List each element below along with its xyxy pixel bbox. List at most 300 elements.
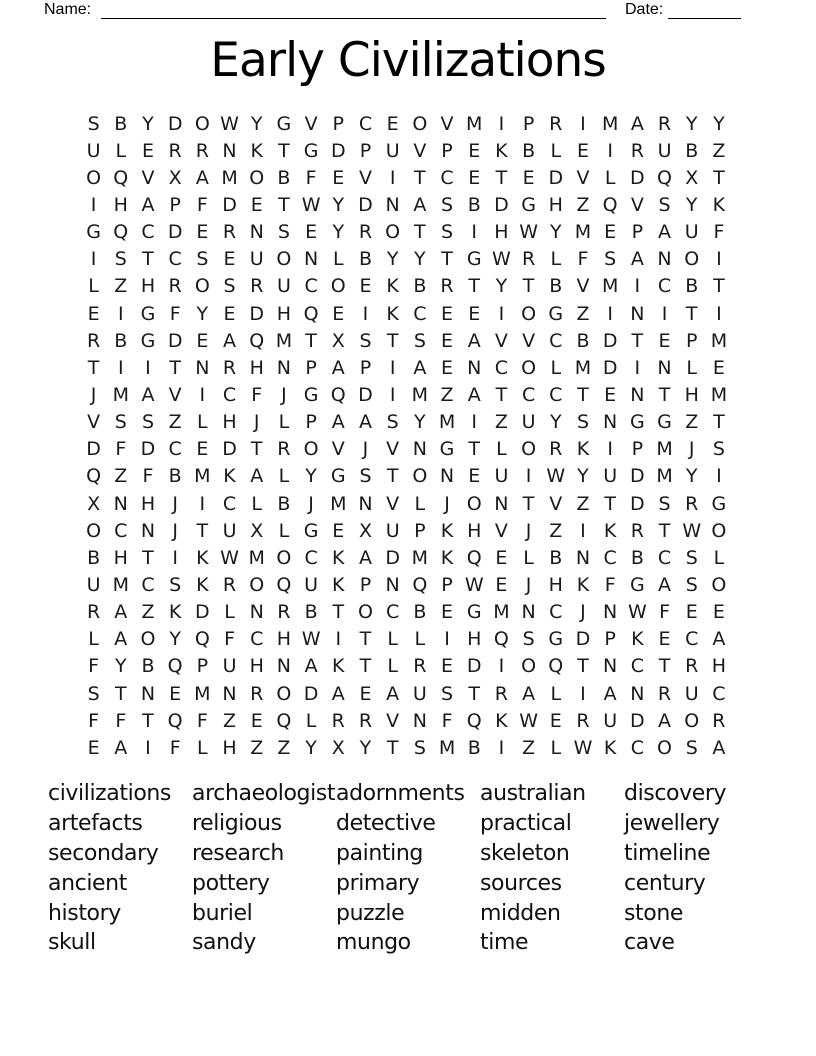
grid-cell: O <box>140 628 156 651</box>
grid-cell: D <box>548 166 564 189</box>
grid-cell: D <box>195 601 210 624</box>
word-list-column <box>480 779 586 958</box>
grid-cell: D <box>630 709 645 732</box>
grid-cell: Y <box>305 465 317 488</box>
grid-cell: P <box>685 329 698 352</box>
grid-cell: U <box>603 465 618 488</box>
grid-cell: S <box>114 411 127 434</box>
grid-cell: E <box>332 302 345 325</box>
grid-cell: B <box>141 655 155 678</box>
grid-cell: I <box>580 682 586 705</box>
grid-cell: M <box>112 383 129 406</box>
grid-cell: S <box>576 411 589 434</box>
grid-cell: L <box>305 709 317 732</box>
grid-cell: E <box>223 248 236 271</box>
grid-cell: I <box>634 356 641 379</box>
grid-cell: C <box>114 519 128 542</box>
grid-cell: J <box>90 383 97 406</box>
grid-cell: Z <box>440 383 454 406</box>
grid-cell: C <box>168 248 182 271</box>
grid-cell: Q <box>657 166 673 189</box>
grid-cell: Z <box>168 411 182 434</box>
grid-cell: Q <box>330 383 346 406</box>
grid-cell: E <box>604 383 617 406</box>
grid-cell: E <box>250 193 263 216</box>
grid-cell: B <box>467 736 481 759</box>
grid-cell: E <box>87 302 100 325</box>
grid-cell: U <box>222 655 237 678</box>
grid-cell: J <box>444 492 450 515</box>
grid-cell: E <box>196 221 209 244</box>
grid-cell: S <box>169 573 182 596</box>
grid-cell: N <box>412 438 427 461</box>
grid-cell: C <box>549 601 563 624</box>
grid-cell: K <box>631 628 644 651</box>
grid-cell: I <box>607 302 613 325</box>
grid-cell: V <box>358 166 372 189</box>
grid-cell: C <box>413 302 427 325</box>
word-list-item: archaeologist <box>192 781 336 806</box>
grid-cell: R <box>277 601 291 624</box>
grid-cell: V <box>304 112 318 135</box>
grid-cell: L <box>115 139 127 162</box>
grid-cell: F <box>88 655 100 678</box>
grid-cell: D <box>249 302 265 325</box>
grid-cell: N <box>222 139 237 162</box>
grid-cell: V <box>494 329 508 352</box>
grid-cell: Q <box>602 193 618 216</box>
grid-cell: C <box>222 383 237 406</box>
grid-cell: F <box>115 438 127 461</box>
grid-cell: J <box>308 492 314 515</box>
grid-cell: R <box>250 275 264 298</box>
grid-cell: O <box>412 465 428 488</box>
grid-cell: F <box>441 709 453 732</box>
grid-cell: B <box>685 275 699 298</box>
grid-cell: G <box>330 465 346 488</box>
grid-cell: B <box>685 139 699 162</box>
grid-cell: O <box>86 166 102 189</box>
grid-cell: G <box>439 438 455 461</box>
date-blank-line[interactable] <box>668 0 741 19</box>
grid-cell: C <box>657 546 672 569</box>
grid-cell: T <box>414 221 426 244</box>
grid-cell: E <box>87 736 100 759</box>
grid-cell: Z <box>141 601 155 624</box>
grid-cell: M <box>194 465 211 488</box>
grid-cell: Q <box>167 655 183 678</box>
grid-cell: B <box>304 601 318 624</box>
grid-cell: B <box>114 112 128 135</box>
grid-cell: V <box>386 438 400 461</box>
grid-cell: R <box>331 709 345 732</box>
grid-cell: M <box>275 329 293 352</box>
grid-cell: W <box>301 628 321 651</box>
grid-cell: N <box>385 573 400 596</box>
grid-cell: T <box>169 356 181 379</box>
grid-cell: S <box>114 248 127 271</box>
grid-cell: L <box>550 248 562 271</box>
grid-cell: L <box>713 546 725 569</box>
grid-cell: K <box>440 546 454 569</box>
grid-cell: L <box>686 356 698 379</box>
grid-cell: T <box>631 329 644 352</box>
grid-cell: K <box>712 193 726 216</box>
grid-cell: T <box>386 736 399 759</box>
page-title: Early Civilizations <box>210 33 606 88</box>
grid-cell: I <box>117 302 124 325</box>
grid-cell: V <box>331 438 345 461</box>
grid-cell: W <box>464 573 484 596</box>
grid-cell: B <box>630 546 644 569</box>
grid-cell: X <box>168 166 182 189</box>
grid-cell: C <box>657 275 672 298</box>
grid-cell: K <box>386 302 399 325</box>
grid-cell: J <box>525 573 532 596</box>
grid-cell: I <box>716 248 722 271</box>
grid-cell: A <box>141 383 155 406</box>
word-list-item: secondary <box>48 840 159 866</box>
grid-cell: V <box>549 492 563 515</box>
grid-cell: L <box>224 601 235 624</box>
name-label: Name: <box>44 1 92 18</box>
word-list-item: jewellery <box>624 810 720 836</box>
grid-cell: H <box>222 411 237 434</box>
grid-cell: E <box>196 329 209 352</box>
grid-cell: T <box>522 275 535 298</box>
grid-cell: D <box>385 546 400 569</box>
grid-cell: K <box>332 655 345 678</box>
word-list-item: primary <box>336 870 420 896</box>
grid-cell: E <box>441 601 454 624</box>
grid-cell: E <box>441 302 454 325</box>
grid-cell: W <box>220 546 239 569</box>
grid-cell: V <box>413 139 427 162</box>
grid-cell: B <box>114 329 128 352</box>
grid-cell: U <box>657 139 672 162</box>
grid-cell: D <box>222 438 237 461</box>
grid-cell: H <box>548 193 563 216</box>
grid-cell: P <box>305 411 317 434</box>
grid-cell: E <box>359 682 372 705</box>
grid-cell: E <box>332 166 345 189</box>
grid-cell: H <box>249 655 264 678</box>
grid-cell: R <box>168 275 182 298</box>
grid-cell: M <box>411 546 429 569</box>
grid-cell: B <box>576 329 590 352</box>
grid-cell: Z <box>223 709 237 732</box>
grid-cell: E <box>468 302 481 325</box>
grid-cell: T <box>577 383 589 406</box>
grid-cell: I <box>389 166 396 189</box>
grid-cell: U <box>304 573 319 596</box>
grid-cell: A <box>141 193 155 216</box>
grid-cell: M <box>493 601 510 624</box>
grid-cell: N <box>303 248 319 271</box>
grid-cell: J <box>172 492 178 515</box>
grid-cell: F <box>604 573 616 596</box>
grid-cell: P <box>196 655 209 678</box>
grid-cell: F <box>305 166 317 189</box>
grid-cell: E <box>495 573 508 596</box>
grid-cell: A <box>603 682 617 705</box>
grid-cell: V <box>87 411 101 434</box>
grid-cell: Y <box>386 248 399 271</box>
grid-cell: S <box>413 736 426 759</box>
grid-cell: V <box>576 275 590 298</box>
grid-cell: G <box>629 573 645 596</box>
grid-cell: Z <box>114 275 128 298</box>
grid-cell: C <box>630 655 644 678</box>
word-list-column <box>336 779 465 958</box>
grid-cell: I <box>498 655 505 678</box>
grid-cell: T <box>278 193 290 216</box>
grid-cell: D <box>602 329 618 352</box>
grid-cell: O <box>357 601 373 624</box>
grid-cell: K <box>603 736 617 759</box>
grid-cell: E <box>196 438 209 461</box>
grid-cell: U <box>276 275 291 298</box>
grid-cell: T <box>359 628 372 651</box>
grid-cell: I <box>661 302 668 325</box>
grid-cell: I <box>335 628 342 651</box>
grid-cell: F <box>224 628 235 651</box>
grid-cell: P <box>332 112 345 135</box>
grid-cell: S <box>87 682 100 705</box>
grid-cell: E <box>549 709 562 732</box>
grid-cell: L <box>88 275 99 298</box>
grid-cell: O <box>684 248 700 271</box>
grid-cell: Q <box>303 302 319 325</box>
grid-cell: H <box>140 492 156 515</box>
grid-cell: G <box>140 329 156 352</box>
grid-cell: K <box>576 438 590 461</box>
grid-cell: C <box>603 546 617 569</box>
grid-cell: L <box>278 465 290 488</box>
word-list-item: stone <box>624 900 684 926</box>
grid-cell: G <box>466 601 482 624</box>
grid-cell: G <box>711 492 727 515</box>
grid-cell: M <box>710 383 728 406</box>
grid-cell: N <box>657 248 672 271</box>
grid-cell: R <box>358 221 373 244</box>
grid-cell: U <box>249 248 264 271</box>
grid-cell: O <box>412 112 428 135</box>
grid-cell: Z <box>712 139 726 162</box>
grid-cell: S <box>712 438 725 461</box>
grid-cell: Z <box>522 736 536 759</box>
grid-cell: E <box>495 546 508 569</box>
grid-cell: H <box>113 193 128 216</box>
grid-cell: Y <box>414 248 426 271</box>
grid-cell: A <box>712 736 726 759</box>
grid-cell: N <box>358 492 373 515</box>
grid-cell: H <box>140 275 156 298</box>
word-list-item: midden <box>480 900 561 926</box>
grid-cell: D <box>222 193 237 216</box>
grid-cell: J <box>172 519 178 542</box>
grid-cell: Y <box>169 628 181 651</box>
grid-cell: R <box>195 139 209 162</box>
grid-cell: E <box>223 302 236 325</box>
grid-cell: K <box>332 546 345 569</box>
grid-cell: E <box>305 221 318 244</box>
word-list-item: religious <box>192 810 282 836</box>
grid-cell: N <box>249 221 264 244</box>
grid-cell: O <box>521 302 537 325</box>
grid-cell: N <box>276 655 292 678</box>
grid-cell: T <box>685 302 698 325</box>
grid-cell: F <box>196 709 208 732</box>
grid-cell: H <box>467 519 482 542</box>
grid-cell: W <box>301 193 321 216</box>
grid-cell: N <box>439 465 455 488</box>
grid-cell: R <box>222 356 237 379</box>
grid-cell: B <box>277 492 291 515</box>
grid-cell: T <box>142 248 154 271</box>
grid-cell: O <box>276 682 292 705</box>
grid-cell: D <box>575 628 591 651</box>
grid-cell: L <box>550 682 562 705</box>
grid-cell: L <box>278 519 290 542</box>
grid-cell: L <box>604 166 616 189</box>
grid-cell: Y <box>359 736 372 759</box>
grid-cell: E <box>169 682 182 705</box>
grid-cell: T <box>658 519 671 542</box>
grid-cell: W <box>627 601 647 624</box>
grid-cell: F <box>251 383 263 406</box>
grid-cell: P <box>359 573 372 596</box>
grid-cell: I <box>90 248 97 271</box>
grid-cell: M <box>466 112 483 135</box>
grid-cell: V <box>494 519 508 542</box>
grid-cell: E <box>359 275 372 298</box>
date-label: Date: <box>625 1 664 18</box>
grid-cell: S <box>685 736 698 759</box>
word-list-column <box>192 779 335 958</box>
grid-cell: N <box>630 383 645 406</box>
grid-cell: Z <box>277 736 291 759</box>
grid-cell: A <box>658 573 672 596</box>
grid-cell: P <box>522 112 535 135</box>
grid-cell: O <box>711 573 727 596</box>
grid-cell: G <box>140 302 156 325</box>
grid-cell: B <box>87 546 101 569</box>
grid-cell: Q <box>249 329 265 352</box>
name-blank-line[interactable] <box>101 0 606 19</box>
grid-cell: F <box>577 248 589 271</box>
grid-cell: T <box>114 682 127 705</box>
grid-cell: I <box>145 356 151 379</box>
grid-cell: C <box>304 275 318 298</box>
grid-cell: D <box>167 112 183 135</box>
grid-cell: N <box>630 682 645 705</box>
grid-cell: D <box>630 492 645 515</box>
grid-cell: A <box>304 655 318 678</box>
grid-cell: N <box>276 356 292 379</box>
grid-cell: C <box>712 682 726 705</box>
grid-cell: S <box>223 275 236 298</box>
grid-cell: X <box>331 736 345 759</box>
grid-cell: T <box>495 383 508 406</box>
grid-cell: E <box>604 221 617 244</box>
grid-cell: A <box>358 411 372 434</box>
grid-cell: M <box>411 383 429 406</box>
grid-cell: B <box>277 166 291 189</box>
grid-cell: T <box>278 139 290 162</box>
grid-cell: R <box>630 139 644 162</box>
grid-cell: M <box>574 221 592 244</box>
grid-cell: V <box>386 709 400 732</box>
grid-cell: N <box>603 411 618 434</box>
grid-cell: D <box>167 221 183 244</box>
grid-cell: P <box>441 573 453 596</box>
grid-cell: C <box>494 356 509 379</box>
grid-cell: I <box>145 736 151 759</box>
grid-cell: G <box>521 193 536 216</box>
grid-cell: W <box>519 709 538 732</box>
grid-cell: V <box>168 383 182 406</box>
grid-cell: D <box>303 682 319 705</box>
grid-cell: T <box>386 329 399 352</box>
grid-cell: L <box>523 546 534 569</box>
word-list-item: century <box>624 870 706 896</box>
grid-cell: W <box>220 112 239 135</box>
word-list-item: research <box>192 840 284 866</box>
grid-cell: S <box>359 465 372 488</box>
grid-cell: U <box>412 682 427 705</box>
grid-cell: Z <box>576 492 590 515</box>
grid-cell: L <box>387 655 398 678</box>
grid-cell: C <box>521 383 536 406</box>
word-list-item: sources <box>480 870 562 896</box>
grid-cell: N <box>575 546 591 569</box>
grid-cell: I <box>607 139 613 162</box>
word-list-column <box>48 779 171 958</box>
grid-cell: A <box>413 193 427 216</box>
grid-cell: I <box>498 112 505 135</box>
grid-cell: S <box>87 112 100 135</box>
grid-cell: O <box>86 519 102 542</box>
grid-cell: C <box>141 221 155 244</box>
grid-cell: O <box>521 438 537 461</box>
grid-cell: X <box>87 492 101 515</box>
grid-cell: D <box>358 383 373 406</box>
grid-cell: G <box>303 383 319 406</box>
grid-cell: E <box>441 655 454 678</box>
grid-cell: E <box>332 519 345 542</box>
grid-cell: S <box>658 492 671 515</box>
grid-cell: Q <box>167 709 183 732</box>
grid-cell: D <box>630 465 645 488</box>
grid-cell: T <box>87 356 100 379</box>
grid-cell: R <box>549 438 563 461</box>
grid-cell: Z <box>114 465 128 488</box>
grid-cell: H <box>467 628 482 651</box>
grid-cell: N <box>657 356 672 379</box>
grid-cell: A <box>630 112 644 135</box>
grid-cell: O <box>711 519 727 542</box>
grid-cell: C <box>630 736 644 759</box>
grid-cell: Y <box>305 736 317 759</box>
grid-cell: U <box>222 519 237 542</box>
grid-cell: E <box>658 329 671 352</box>
grid-cell: O <box>684 709 700 732</box>
grid-cell: O <box>194 112 210 135</box>
grid-cell: D <box>330 139 346 162</box>
grid-cell: M <box>221 166 238 189</box>
grid-cell: N <box>385 193 400 216</box>
